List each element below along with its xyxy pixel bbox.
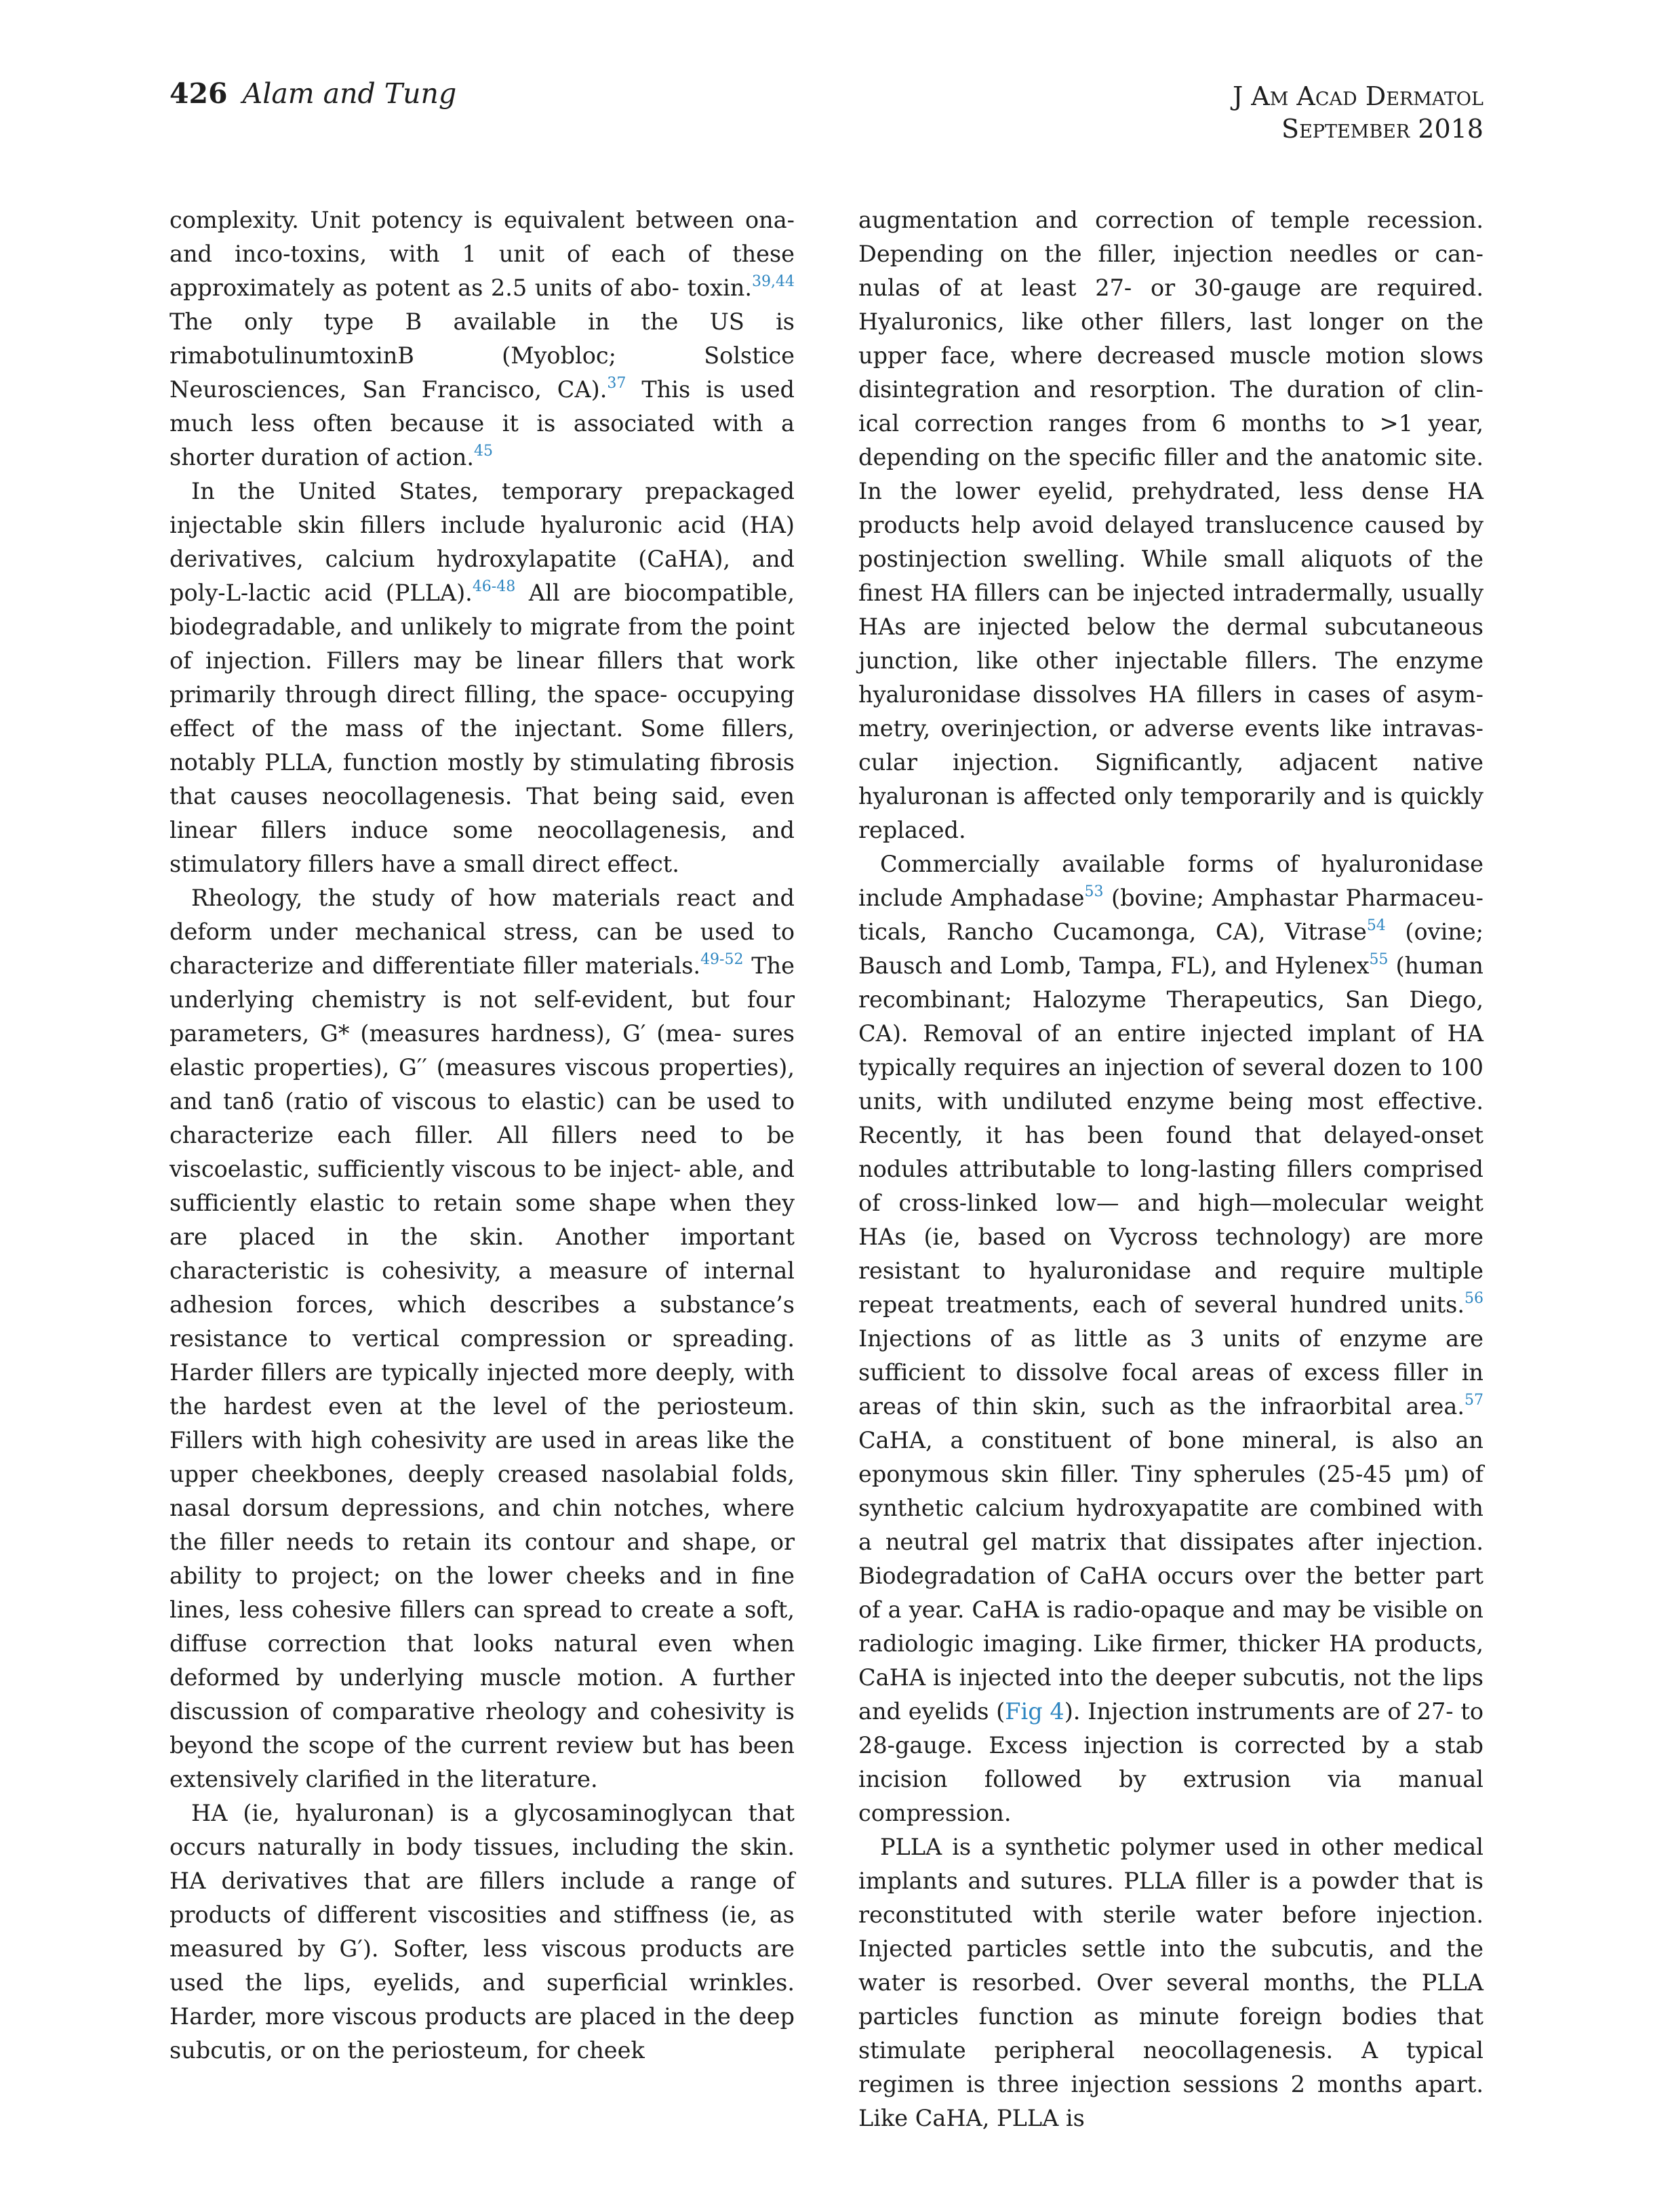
- paragraph: PLLA is a synthetic polymer used in other medical implants and sutures. PLLA filler is a powder that is reconstituted with sterile water before injection. Injected particles settle into the subcutis, and the water is resorbed. Over several months, the PLLA particles function as minute foreign bodies that stimulate peripheral neocollagenesis. A typical regimen is three injection sessions 2 months apart. Like CaHA, PLLA is: [858, 1834, 1483, 2131]
- paragraph-text: (bovine; Amphastar Pharmaceu- ticals, Rancho Cucamonga, CA), Vitrase: [858, 885, 1483, 945]
- paragraph: [858, 847, 1483, 1830]
- paragraph-text: CaHA, a constituent of bone mineral, is also an eponymous skin filler. Tiny spherules (25-45 μm) of synthetic calcium hydroxyapatite are combined with a neutral gel matrix that dissipates after injection. Biodegradation of CaHA occurs over the better part of a year. CaHA is radio-opaque and may be visible on radiologic imaging. Like firmer, thicker HA products, CaHA is injected into the deeper subcutis, not the lips and eyelids (: [858, 1427, 1483, 1725]
- paragraph-text: Commercially available forms of hyaluronidase include Amphadase: [858, 851, 1483, 911]
- running-header-authors: Alam and Tung: [242, 77, 457, 110]
- running-header-right: [1233, 80, 1483, 145]
- page-number: 426: [170, 77, 228, 110]
- paragraph: [170, 475, 795, 881]
- citation-link[interactable]: 56: [1465, 1290, 1483, 1307]
- paragraph: augmentation and correction of temple recession. Depending on the filler, injection needles or can- nulas of at least 27- or 30-gauge are required. Hyaluronics, like other fillers, last longer on the upper face, where decreased muscle motion slows disintegration and resorption. The duration of clin- ical correction ranges from 6 months to >1 year, depending on the specific filler and the anatomic site. In the lower eyelid, prehydrated, less dense HA products help avoid delayed translucence caused by postinjection swelling. While small aliquots of the finest HA fillers can be injected intradermally, usually HAs are injected below the dermal subcutaneous junction, like other injectable fillers. The enzyme hyaluronidase dissolves HA fillers in cases of asym- metry, overinjection, or adverse events like intravas- cular injection. Significantly, adjacent native hyaluronan is affected only temporarily and is quickly replaced.: [858, 207, 1483, 843]
- paragraph-text: All are biocompatible, biodegradable, and unlikely to migrate from the point of injection. Fillers may be linear fillers that work primarily through direct filling, the space- occupying effect of the mass of the injectant. Some fillers, notably PLLA, function mostly by stimulating fibrosis that causes neocollagenesis. That being said, even linear fillers induce some neocollagenesis, and stimulatory fillers have a small direct effect.: [170, 580, 795, 877]
- paragraph-text: (ovine; Bausch and Lomb, Tampa, FL), and Hylenex: [858, 919, 1483, 979]
- citation-link[interactable]: 39,44: [752, 273, 795, 290]
- paragraph-text: The underlying chemistry is not self-evident, but four parameters, G* (measures hardness), G′ (mea- sures elastic properties), G′′ (measures viscous properties), and tanδ (ratio of viscous to elastic) can be used to characterize each filler. All fillers need to be viscoelastic, sufficiently viscous to be inject- able, and sufficiently elastic to retain some shape when they are placed in the skin. Another important characteristic is cohesivity, a measure of internal adhesion forces, which describes a substance’s resistance to vertical compression or spreading. Harder fillers are typically injected more deeply, with the hardest even at the level of the periosteum. Fillers with high cohesivity are used in areas like the upper cheekbones, deeply creased nasolabial folds, nasal dorsum depressions, and chin notches, where the filler needs to retain its contour and shape, or ability to project; on the lower cheeks and in fine lines, less cohesive fillers can spread to create a soft, diffuse correction that looks natural even when deformed by underlying muscle motion. A further discussion of comparative rheology and cohesivity is beyond the scope of the current review but has been extensively clarified in the literature.: [170, 952, 795, 1792]
- issue-date: September 2018: [1281, 114, 1483, 144]
- left-column: [170, 203, 795, 2068]
- paragraph-text: ). Injection instruments are of 27- to 28-gauge. Excess injection is corrected by a stab incision followed by extrusion via manual compression.: [858, 1698, 1484, 1826]
- citation-link[interactable]: 45: [474, 443, 493, 460]
- figure-link[interactable]: Fig 4: [1005, 1698, 1064, 1725]
- paragraph: HA (ie, hyaluronan) is a glycosaminoglycan that occurs naturally in body tissues, including the skin. HA derivatives that are fillers include a range of products of different viscosities and stiffness (ie, as measured by G′). Softer, less viscous products are used the lips, eyelids, and superficial wrinkles. Harder, more viscous products are placed in the deep subcutis, or on the periosteum, for cheek: [170, 1800, 795, 2064]
- paragraph: [170, 881, 795, 1796]
- paragraph-text: (human recombinant; Halozyme Therapeutics, San Diego, CA). Removal of an entire injected implant of HA typically requires an injection of several dozen to 100 units, with undiluted enzyme being most effective. Recently, it has been found that delayed-onset nodules attributable to long-lasting fillers comprised of cross-linked low— and high—molecular weight HAs (ie, based on Vycross technology) are more resistant to hyaluronidase and require multiple repeat treatments, each of several hundred units.: [858, 952, 1484, 1318]
- paragraph-text: The only type B available in the US is rimabotulinumtoxinB (Myobloc; Solstice Neurosciences, San Francisco, CA).: [170, 308, 795, 403]
- right-column: [858, 203, 1483, 2135]
- paragraph: [170, 203, 795, 475]
- paragraph-text: In the United States, temporary prepackaged injectable skin fillers include hyaluronic acid (HA) derivatives, calcium hydroxylapatite (CaHA), and poly-L-lactic acid (PLLA).: [170, 478, 795, 606]
- citation-link[interactable]: 49-52: [700, 951, 744, 968]
- journal-name: J Am Acad Dermatol: [1232, 81, 1483, 111]
- citation-link[interactable]: 54: [1366, 917, 1386, 934]
- paragraph-text: complexity. Unit potency is equivalent between ona- and inco-toxins, with 1 unit of each of these approximately as potent as 2.5 units of abo- toxin.: [170, 207, 795, 301]
- citation-link[interactable]: 57: [1465, 1392, 1483, 1409]
- paragraph-text: Rheology, the study of how materials react and deform under mechanical stress, can be used to characterize and differentiate filler materials.: [170, 885, 795, 979]
- paragraph-text: This is used much less often because it is associated with a shorter duration of action.: [170, 376, 795, 470]
- citation-link[interactable]: 46-48: [472, 578, 516, 595]
- citation-link[interactable]: 53: [1084, 883, 1104, 900]
- citation-link[interactable]: 37: [607, 375, 626, 392]
- running-header-left: [170, 77, 457, 110]
- citation-link[interactable]: 55: [1369, 951, 1389, 968]
- paragraph-text: Injections of as little as 3 units of enzyme are sufficient to dissolve focal areas of excess filler in areas of thin skin, such as the infraorbital area.: [858, 1325, 1483, 1420]
